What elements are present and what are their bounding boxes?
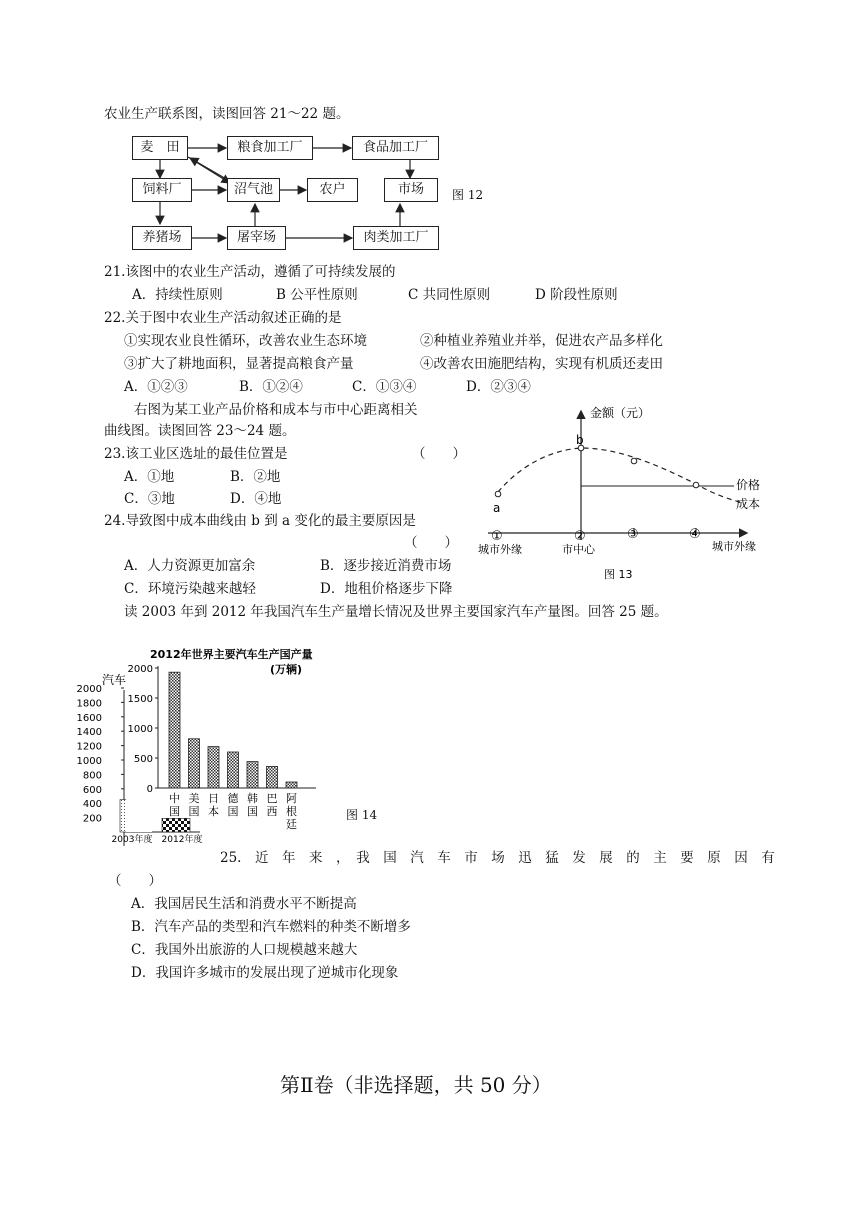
- intro-industry-1: 右图为某工业产品价格和成本与市中心距离相关: [134, 402, 418, 418]
- fig12-label: 图 12: [452, 188, 484, 202]
- q22-statement-1: ①实现农业良性循环，改善农业生态环境: [124, 333, 367, 349]
- main-bar-3: [228, 752, 239, 788]
- bg-category-1: 2012年度: [161, 835, 203, 845]
- node-zhaoqi: 沼气池: [227, 178, 280, 202]
- q24-option-a: A．人力资源更加富余: [124, 558, 256, 574]
- main-bar-4: [247, 762, 258, 788]
- q22-statement-3: ③扩大了耕地面积，显著提高粮食产量: [124, 356, 354, 372]
- bg-y-tick: 400: [82, 799, 102, 811]
- main-y-tick: 1000: [127, 724, 153, 735]
- main-title: 2012年世界主要汽车生产国产量: [150, 648, 313, 661]
- q25-stem: 25. 近 年 来 ， 我 国 汽 车 市 场 迅 猛 发 展 的 主 要 原 因 有: [220, 850, 775, 866]
- bg-y-tick: 600: [82, 784, 102, 796]
- main-bar-0: [169, 672, 180, 788]
- bg-y-tick: 200: [82, 813, 102, 825]
- main-chart: [126, 647, 316, 832]
- main-category-3: 德国: [227, 792, 239, 818]
- fig13-center: 市中心: [562, 543, 595, 556]
- q23-option-a: A．①地: [124, 469, 175, 485]
- fig13-price-label: 价格: [736, 478, 761, 492]
- q23-option-c: C．③地: [124, 491, 175, 507]
- main-category-6: 阿根廷: [286, 792, 297, 831]
- main-y-tick: 2000: [127, 664, 153, 675]
- q23-option-d: D．④地: [230, 491, 282, 507]
- fig13-b-label: b: [576, 433, 584, 447]
- fig13-cost-label: 成本: [736, 497, 761, 511]
- fig13-mark-4: ④: [689, 527, 701, 542]
- main-bar-2: [208, 747, 219, 788]
- q25-option-c: C．我国外出旅游的人口规模越来越大: [131, 942, 358, 958]
- node-maitian: 麦 田: [132, 136, 188, 160]
- fig14-label: 图 14: [346, 808, 378, 822]
- q21-option-d: D 阶段性原则: [535, 287, 618, 303]
- q22-option-a: A．①②③: [124, 379, 188, 395]
- fig13-point-a: [495, 491, 501, 497]
- bg-y-tick: 1600: [76, 712, 102, 724]
- q22-stem: 22.关于图中农业生产活动叙述正确的是: [104, 310, 342, 326]
- intro-farm: 农业生产联系图，读图回答 21～22 题。: [104, 106, 350, 122]
- main-category-0: 中国: [169, 792, 180, 818]
- fig13-mark-3: ③: [627, 527, 639, 542]
- q21-stem: 21.该图中的农业生产活动，遵循了可持续发展的: [104, 264, 396, 280]
- q25-option-b: B．汽车产品的类型和汽车燃料的种类不断增多: [131, 919, 411, 935]
- fig13-mark-2: ②: [574, 529, 586, 544]
- fig13-y-label: 金额（元）: [590, 406, 651, 420]
- intro-industry-2: 曲线图。读图回答 23～24 题。: [104, 423, 296, 439]
- main-y-tick: 500: [133, 754, 153, 765]
- main-category-1: 美国: [188, 792, 200, 818]
- fig13-right-edge: 城市外缘: [712, 540, 756, 553]
- q24-option-b: B．逐步接近消费市场: [320, 558, 452, 574]
- node-tuzai: 屠宰场: [227, 226, 286, 250]
- bg-category-0: 2003年度: [111, 835, 153, 845]
- node-nonghu: 农户: [307, 178, 358, 202]
- q21-option-b: B 公平性原则: [276, 287, 358, 303]
- bg-y-tick: 1800: [76, 698, 102, 710]
- q25-option-d: D．我国许多城市的发展出现了逆城市化现象: [131, 965, 399, 981]
- main-unit: (万辆): [270, 663, 303, 676]
- main-bar-1: [189, 739, 200, 788]
- main-category-2: 日本: [208, 792, 219, 818]
- q22-option-d: D．②③④: [466, 379, 531, 395]
- fig13-curve-chart: [470, 400, 770, 590]
- fig13-point-4: [693, 482, 699, 488]
- q23-blank: （ ）: [412, 446, 466, 462]
- section-2-title: 第Ⅱ卷（非选择题，共 50 分）: [280, 1073, 552, 1097]
- q25-option-a: A．我国居民生活和消费水平不断提高: [131, 896, 357, 912]
- fig13-cost-curve: [498, 448, 740, 502]
- q21-option-a: A．持续性原则: [132, 287, 223, 303]
- q22-statement-4: ④改善农田施肥结构，实现有机质还麦田: [420, 356, 663, 372]
- bg-y-tick: 2000: [76, 684, 102, 695]
- fig13-left-edge: 城市外缘: [478, 543, 522, 556]
- q22-option-c: C．①③④: [352, 379, 417, 395]
- main-y-tick: 1500: [127, 694, 153, 705]
- fig13-a-label: a: [493, 501, 501, 515]
- intro-car: 读 2003 年到 2012 年我国汽车生产量增长情况及世界主要国家汽车产量图。回答 25 题。: [124, 604, 668, 620]
- bg-y-tick: 1000: [76, 756, 102, 767]
- main-category-5: 巴西: [266, 792, 278, 818]
- node-liangshi: 粮食加工厂: [227, 136, 313, 160]
- bg-y-tick: 1400: [76, 727, 102, 739]
- q24-option-c: C．环境污染越来越轻: [124, 581, 256, 597]
- node-siliao: 饲料厂: [132, 178, 192, 202]
- q21-option-c: C 共同性原则: [408, 287, 491, 303]
- q22-statement-2: ②种植业养殖业并举，促进农产品多样化: [420, 333, 663, 349]
- main-y-tick: 0: [146, 784, 153, 795]
- main-bar-5: [267, 766, 278, 788]
- q23-option-b: B．②地: [230, 469, 281, 485]
- fig13-point-3: [631, 458, 637, 464]
- q24-stem: 24.导致图中成本曲线由 b 到 a 变化的最主要原因是: [104, 513, 416, 529]
- node-roulei: 肉类加工厂: [353, 226, 439, 250]
- bg-y-label: 汽车: [102, 673, 127, 687]
- bg-bar-1: [162, 818, 190, 832]
- node-shichang: 市场: [384, 178, 438, 202]
- bg-y-tick: 800: [82, 770, 102, 782]
- bg-y-tick: 1200: [76, 741, 102, 753]
- node-shipin: 食品加工厂: [352, 136, 439, 160]
- flow-arrows: [0, 0, 860, 260]
- main-bar-6: [286, 782, 297, 788]
- q22-option-b: B．①②④: [239, 379, 303, 395]
- q24-option-d: D．地租价格逐步下降: [320, 581, 453, 597]
- fig13-label: 图 13: [604, 568, 633, 581]
- q23-stem: 23.该工业区选址的最佳位置是: [104, 446, 288, 462]
- fig13-mark-1: ①: [491, 529, 503, 544]
- node-yangzhu: 养猪场: [132, 226, 192, 250]
- main-category-4: 韩国: [247, 792, 258, 818]
- q24-blank: （ ）: [404, 535, 458, 551]
- q25-blank: （ ）: [108, 873, 162, 889]
